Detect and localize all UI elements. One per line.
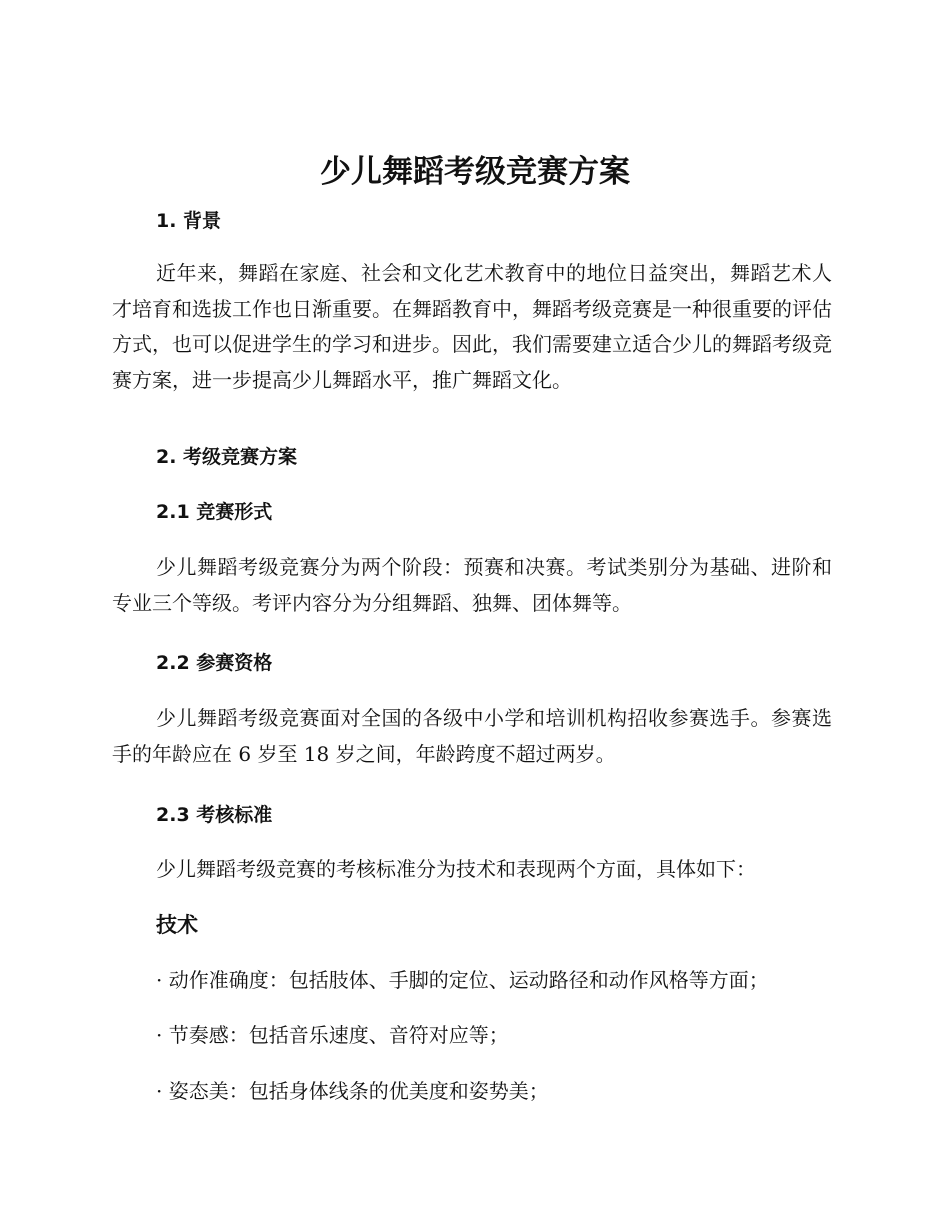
technique-item-rhythm: · 节奏感：包括音乐速度、音符对应等；: [156, 1023, 509, 1047]
format-paragraph: 少儿舞蹈考级竞赛分为两个阶段：预赛和决赛。考试类别分为基础、进阶和专业三个等级。考评内容分为分组舞蹈、独舞、团体舞等。: [112, 555, 832, 615]
technique-item-accuracy: · 动作准确度：包括肢体、手脚的定位、运动路径和动作风格等方面；: [156, 968, 769, 992]
criteria-paragraph: 少儿舞蹈考级竞赛的考核标准分为技术和表现两个方面，具体如下：: [156, 857, 756, 881]
section-heading-scheme: 2. 考级竞赛方案: [156, 446, 298, 468]
subsection-heading-eligibility: 2.2 参赛资格: [156, 652, 273, 674]
section-heading-background: 1. 背景: [156, 210, 222, 232]
subsection-heading-format: 2.1 竞赛形式: [156, 501, 273, 523]
background-paragraph: 近年来，舞蹈在家庭、社会和文化艺术教育中的地位日益突出，舞蹈艺术人才培育和选拔工作也日渐重要。在舞蹈教育中，舞蹈考级竞赛是一种很重要的评估方式，也可以促进学生的学习和进步。因此，我们需要建立适合少儿的舞蹈考级竞赛方案，进一步提高少儿舞蹈水平，推广舞蹈文化。: [112, 261, 832, 392]
technique-item-posture: · 姿态美：包括身体线条的优美度和姿势美；: [156, 1079, 549, 1103]
subsection-heading-criteria: 2.3 考核标准: [156, 804, 273, 826]
technique-heading: 技术: [156, 913, 198, 937]
eligibility-paragraph: 少儿舞蹈考级竞赛面对全国的各级中小学和培训机构招收参赛选手。参赛选手的年龄应在 6 岁至 18 岁之间，年龄跨度不超过两岁。: [112, 706, 832, 766]
document-title: 少儿舞蹈考级竞赛方案: [320, 154, 630, 190]
